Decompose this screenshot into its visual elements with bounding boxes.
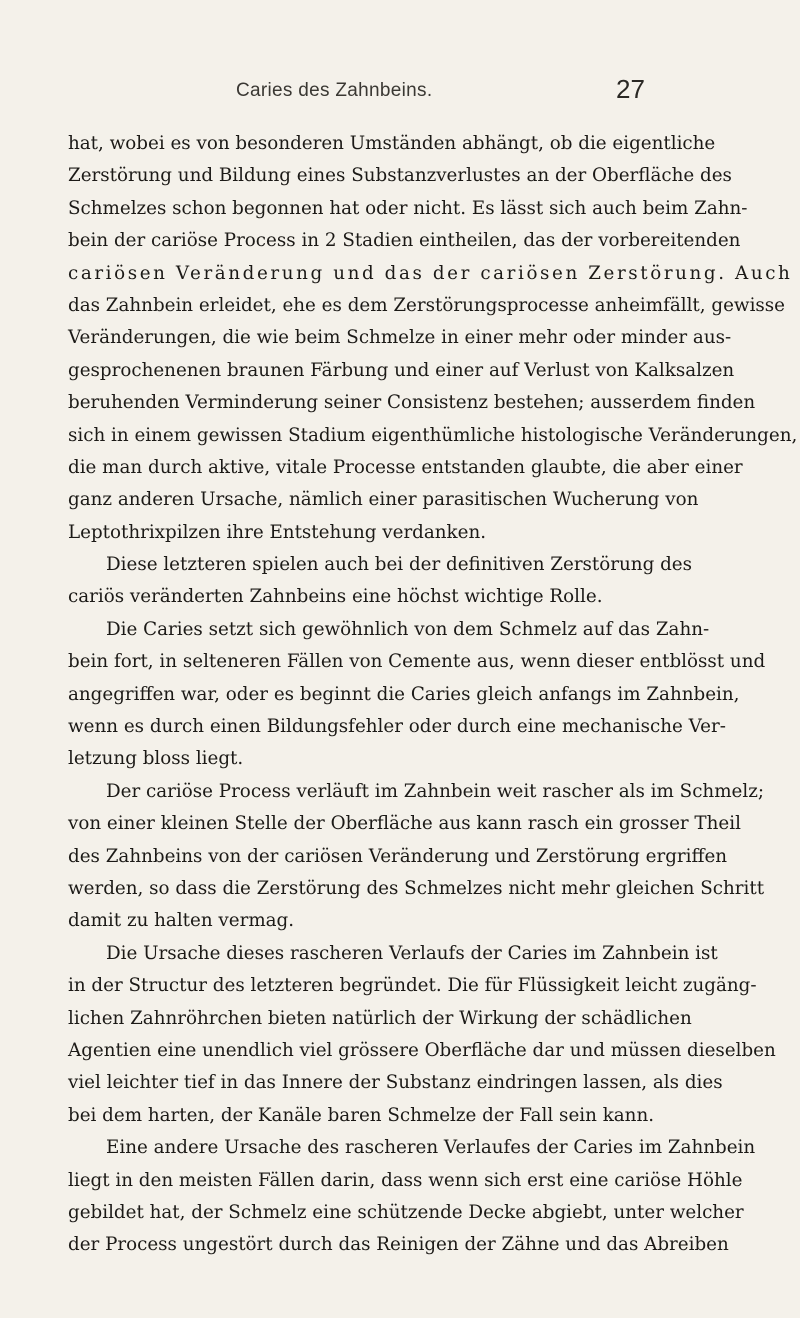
text-line: beruhenden Verminderung seiner Consistenz bestehen; ausserdem finden	[68, 392, 756, 414]
text-line: damit zu halten vermag.	[68, 910, 295, 932]
text-line: Zerstörung und Bildung eines Substanzverlustes an der Oberfläche des	[68, 165, 732, 187]
text-line: die man durch aktive, vitale Processe entstanden glaubte, die aber einer	[68, 456, 743, 478]
running-head-title: Caries des Zahnbeins.	[236, 80, 433, 101]
text-line: Der cariöse Process verläuft im Zahnbein weit rascher als im Schmelz;	[106, 780, 764, 802]
text-line: Die Ursache dieses rascheren Verlaufs der Caries im Zahnbein ist	[106, 942, 718, 964]
text-line: wenn es durch einen Bildungsfehler oder durch eine mechanische Ver-	[68, 716, 726, 738]
text-line: bein der cariöse Process in 2 Stadien eintheilen, das der vorbereitenden	[68, 230, 741, 252]
text-line: bein fort, in selteneren Fällen von Cemente aus, wenn dieser entblösst und	[68, 651, 766, 673]
text-line: das Zahnbein erleidet, ehe es dem Zerstörungsprocesse anheimfällt, gewisse	[68, 294, 785, 316]
text-line: Leptothrixpilzen ihre Entstehung verdanken.	[68, 521, 487, 543]
text-line: sich in einem gewissen Stadium eigenthümliche histologische Veränderungen,	[68, 424, 798, 446]
text-line: liegt in den meisten Fällen darin, dass wenn sich erst eine cariöse Höhle	[68, 1169, 743, 1191]
text-line: Schmelzes schon begonnen hat oder nicht. Es lässt sich auch beim Zahn-	[68, 197, 748, 219]
text-line: bei dem harten, der Kanäle baren Schmelze der Fall sein kann.	[68, 1104, 655, 1126]
text-line: angegriffen war, oder es beginnt die Caries gleich anfangs im Zahnbein,	[68, 683, 740, 705]
text-line: lichen Zahnröhrchen bieten natürlich der Wirkung der schädlichen	[68, 1007, 692, 1029]
text-line: werden, so dass die Zerstörung des Schmelzes nicht mehr gleichen Schritt	[68, 877, 765, 899]
text-line: Diese letzteren spielen auch bei der definitiven Zerstörung des	[106, 554, 692, 576]
page-number: 27	[616, 74, 645, 104]
text-line: gesprochenenen braunen Färbung und einer auf Verlust von Kalksalzen	[68, 359, 735, 381]
text-line: cariös veränderten Zahnbeins eine höchst wichtige Rolle.	[68, 586, 603, 608]
text-line: letzung bloss liegt.	[68, 748, 244, 770]
text-line: Veränderungen, die wie beim Schmelze in einer mehr oder minder aus-	[68, 327, 732, 349]
text-line: der Process ungestört durch das Reinigen der Zähne und das Abreiben	[68, 1234, 729, 1256]
text-line: hat, wobei es von besonderen Umständen abhängt, ob die eigentliche	[68, 133, 716, 154]
text-line: cariösen Veränderung und das der cariösen Zerstörung. Auch	[68, 262, 793, 284]
text-line: ganz anderen Ursache, nämlich einer parasitischen Wucherung von	[68, 489, 699, 511]
text-line: Agentien eine unendlich viel grössere Oberfläche dar und müssen dieselben	[68, 1039, 776, 1061]
text-line: des Zahnbeins von der cariösen Veränderung und Zerstörung ergriffen	[68, 845, 728, 867]
running-head	[0, 74, 800, 120]
body-text	[68, 128, 798, 1262]
text-line: viel leichter tief in das Innere der Substanz eindringen lassen, als dies	[68, 1072, 723, 1094]
text-line: in der Structur des letzteren begründet. Die für Flüssigkeit leicht zugäng-	[68, 975, 757, 997]
text-line: Die Caries setzt sich gewöhnlich von dem Schmelz auf das Zahn-	[106, 618, 710, 640]
text-line: gebildet hat, der Schmelz eine schützende Decke abgiebt, unter welcher	[68, 1201, 744, 1223]
text-line: Eine andere Ursache des rascheren Verlaufes der Caries im Zahnbein	[106, 1137, 756, 1159]
text-line: von einer kleinen Stelle der Oberfläche aus kann rasch ein grosser Theil	[68, 813, 741, 835]
